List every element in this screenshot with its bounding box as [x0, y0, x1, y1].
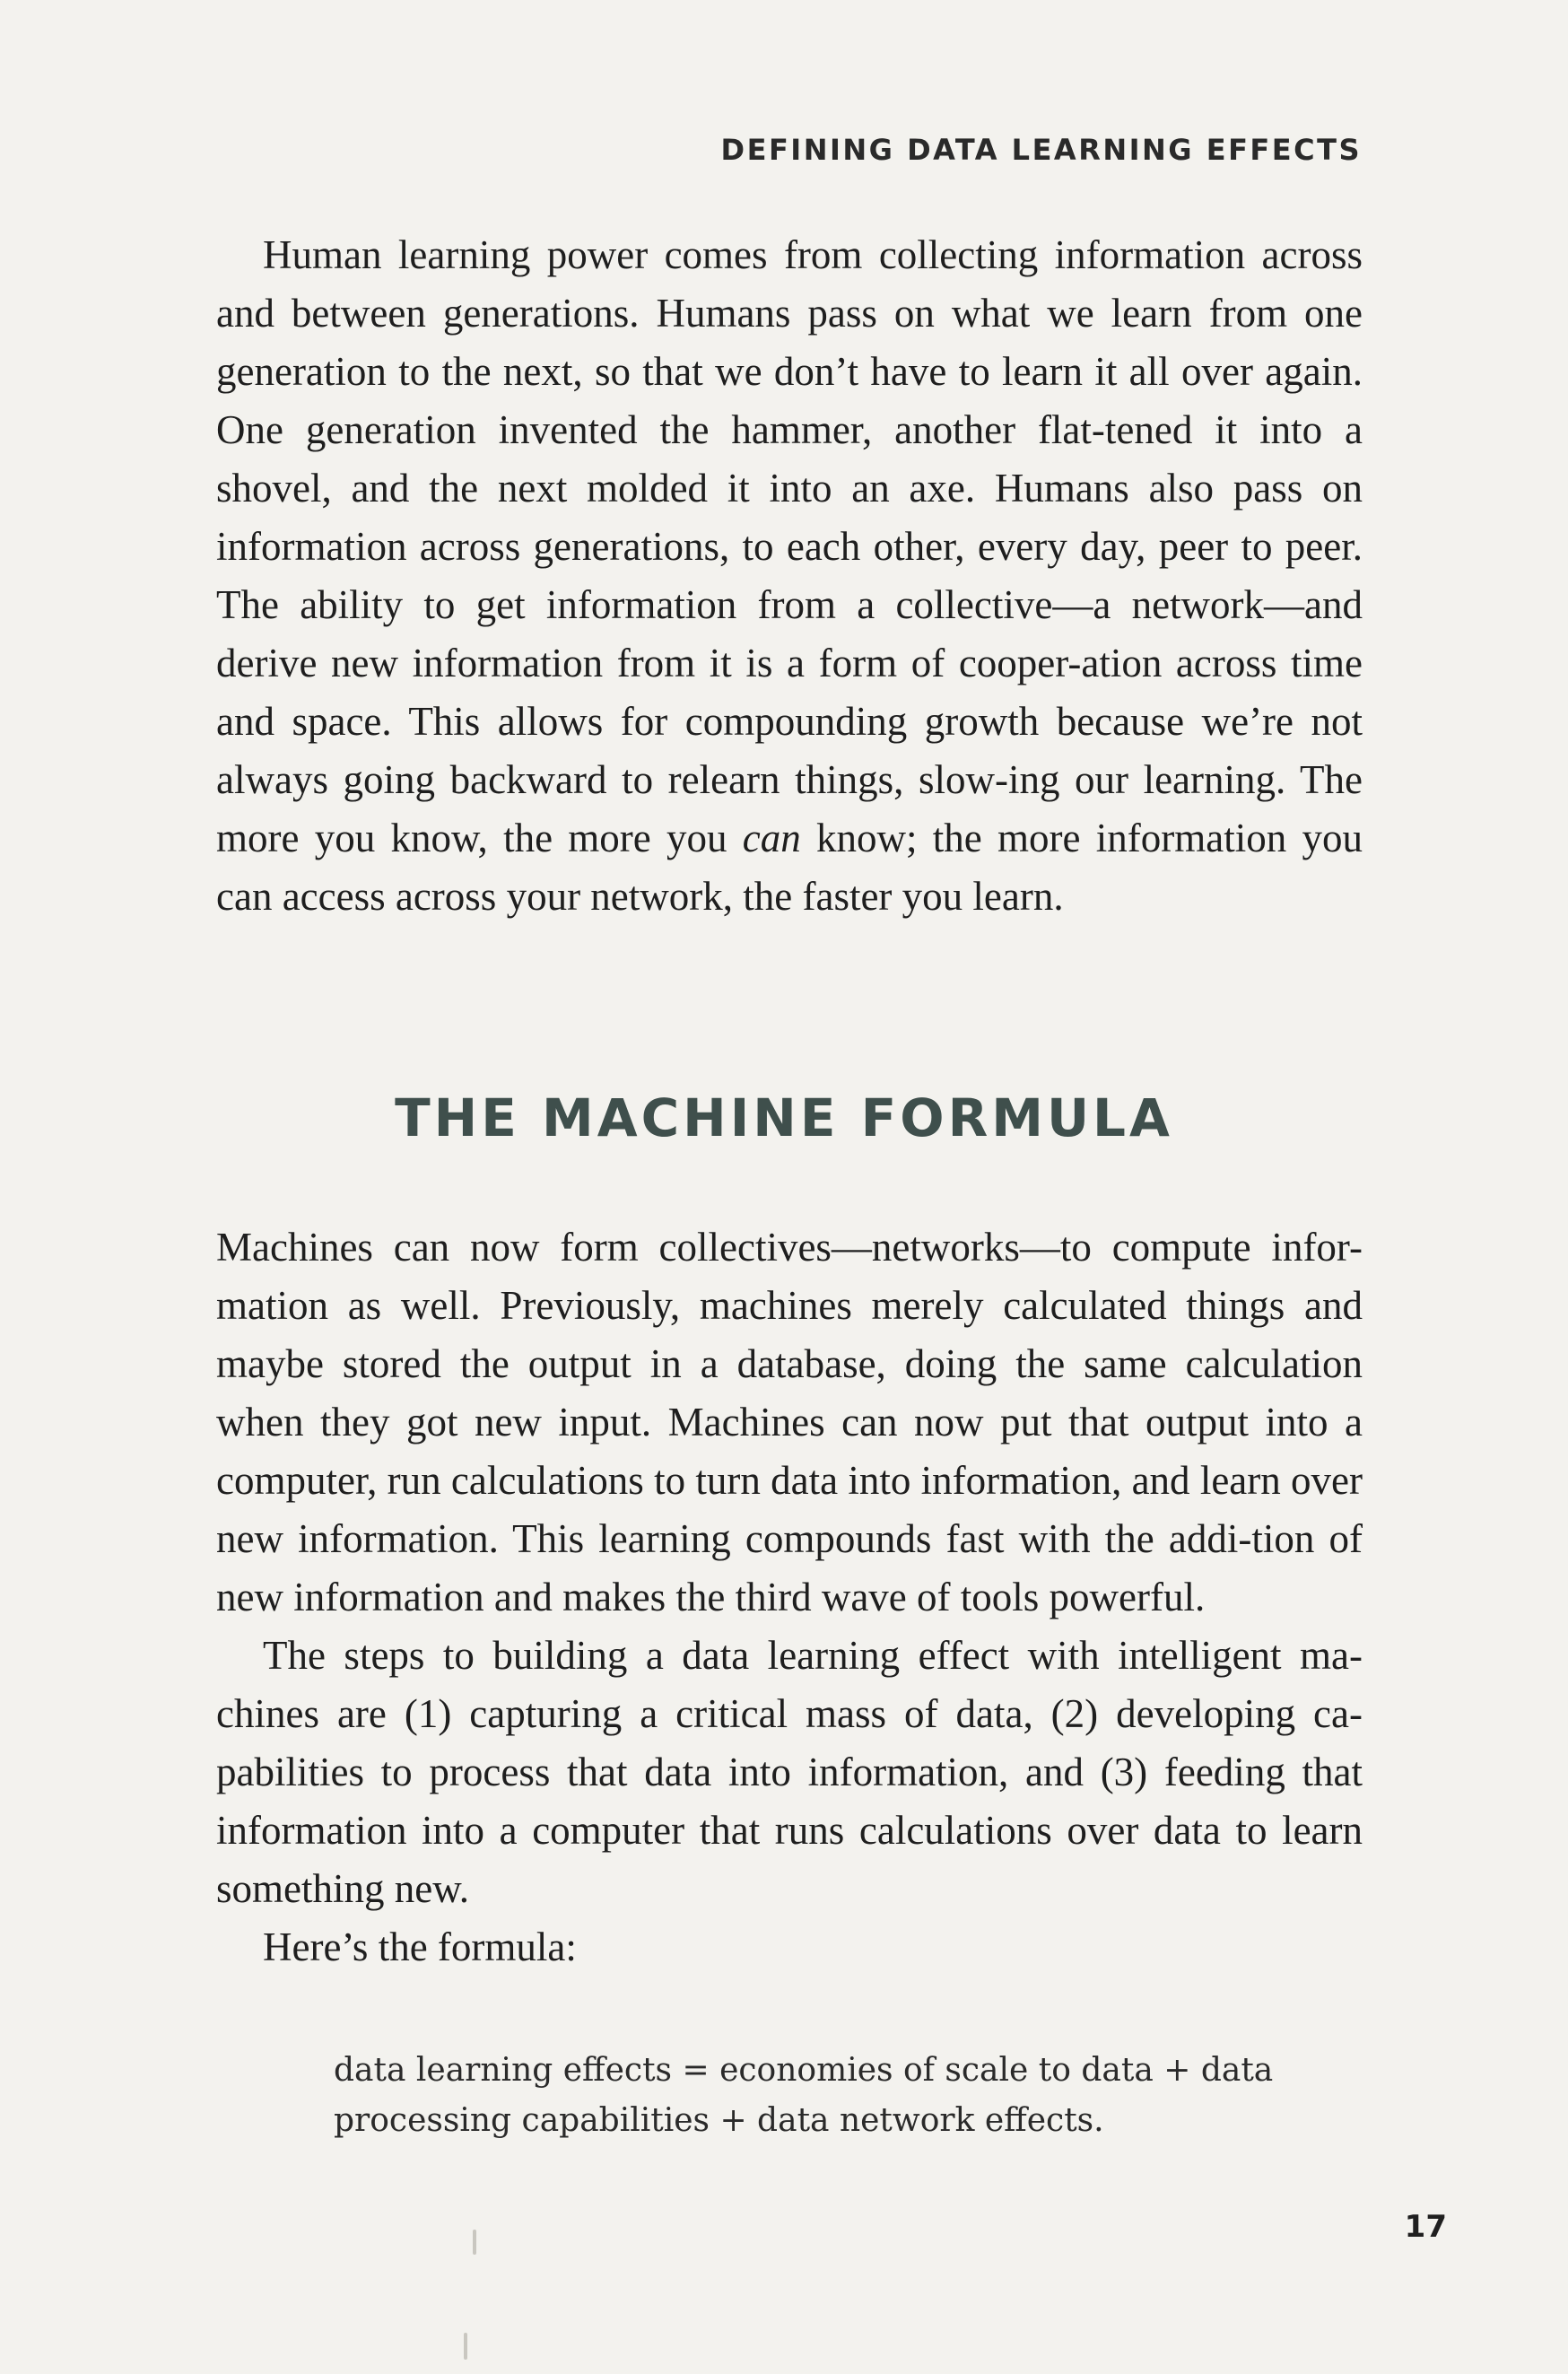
page-number: 17: [1404, 2209, 1447, 2245]
text-line: ation across time and space. This allows for compounding growth: [216, 641, 1363, 744]
text-line: know; the: [800, 816, 982, 860]
text-line: maybe stored the output in a database, doing the same calculation: [216, 1341, 1363, 1386]
text-line: tion of new information and makes the third wave of tools powerful.: [216, 1516, 1363, 1619]
text-line: day, peer to peer. The ability to get information from a collective—a: [216, 524, 1363, 627]
text-line: ing our learning. The more you know, the more you: [216, 757, 1363, 860]
section-heading: THE MACHINE FORMULA: [395, 1087, 1173, 1148]
paragraph-human-learning: [216, 226, 1363, 926]
formula-line: processing capabilities + data network effects.: [334, 2102, 1104, 2139]
paragraph-steps: [216, 1627, 1363, 1918]
paragraph-formula-intro: Here’s the formula:: [263, 1925, 577, 1969]
text-line: pabilities to process that data into information, and (3) feeding that: [216, 1750, 1363, 1794]
text-line: learn something new.: [216, 1808, 1363, 1911]
section-intro-text: [216, 226, 1363, 926]
text-line: when they got new input. Machines can now put that output into a: [216, 1400, 1363, 1444]
scan-mark: [473, 2230, 476, 2255]
text-line: across and between generations. Humans pass on what we learn: [216, 232, 1363, 336]
text-line: information into a computer that runs calculations over data to: [216, 1808, 1267, 1853]
text-line: Machines can now form collectives—networks—to compute infor-: [216, 1225, 1363, 1270]
text-line: Human learning power comes from collecting information: [263, 232, 1246, 277]
running-head: DEFINING DATA LEARNING EFFECTS: [720, 133, 1362, 167]
text-line: also pass on information across generations, to each other, every: [216, 466, 1363, 569]
text-line: tened it into a shovel, and the next molded it into an axe. Humans: [216, 407, 1363, 511]
section-machine-formula-text: [216, 1218, 1363, 1977]
scan-mark: [464, 2333, 467, 2360]
emphasis-can: can: [742, 816, 801, 860]
text-line: because we’re not always going backward to relearn things, slow-: [216, 699, 1363, 802]
formula-line: data learning effects = economies of scale to data + data: [334, 2052, 1274, 2089]
text-line: network—and derive new information from it is a form of cooper-: [216, 582, 1363, 685]
formula-block: [334, 2046, 1302, 2146]
paragraph-machines-collectives: [216, 1218, 1363, 1627]
text-line: from one generation to the next, so that we don’t have to learn it all: [216, 291, 1363, 394]
text-line: The steps to building a data learning effect with intelligent ma-: [263, 1633, 1363, 1678]
text-line: mation as well. Previously, machines merely calculated things and: [216, 1283, 1363, 1328]
text-line: over new information. This learning compounds fast with the addi-: [216, 1458, 1363, 1561]
text-line: more information you can access across your network, the faster: [216, 816, 1363, 919]
text-line: computer, run calculations to turn data into information, and learn: [216, 1458, 1281, 1503]
text-line: you learn.: [902, 874, 1064, 919]
text-line: over again. One generation invented the hammer, another flat-: [216, 349, 1363, 452]
text-line: chines are (1) capturing a critical mass of data, (2) developing ca-: [216, 1691, 1363, 1736]
